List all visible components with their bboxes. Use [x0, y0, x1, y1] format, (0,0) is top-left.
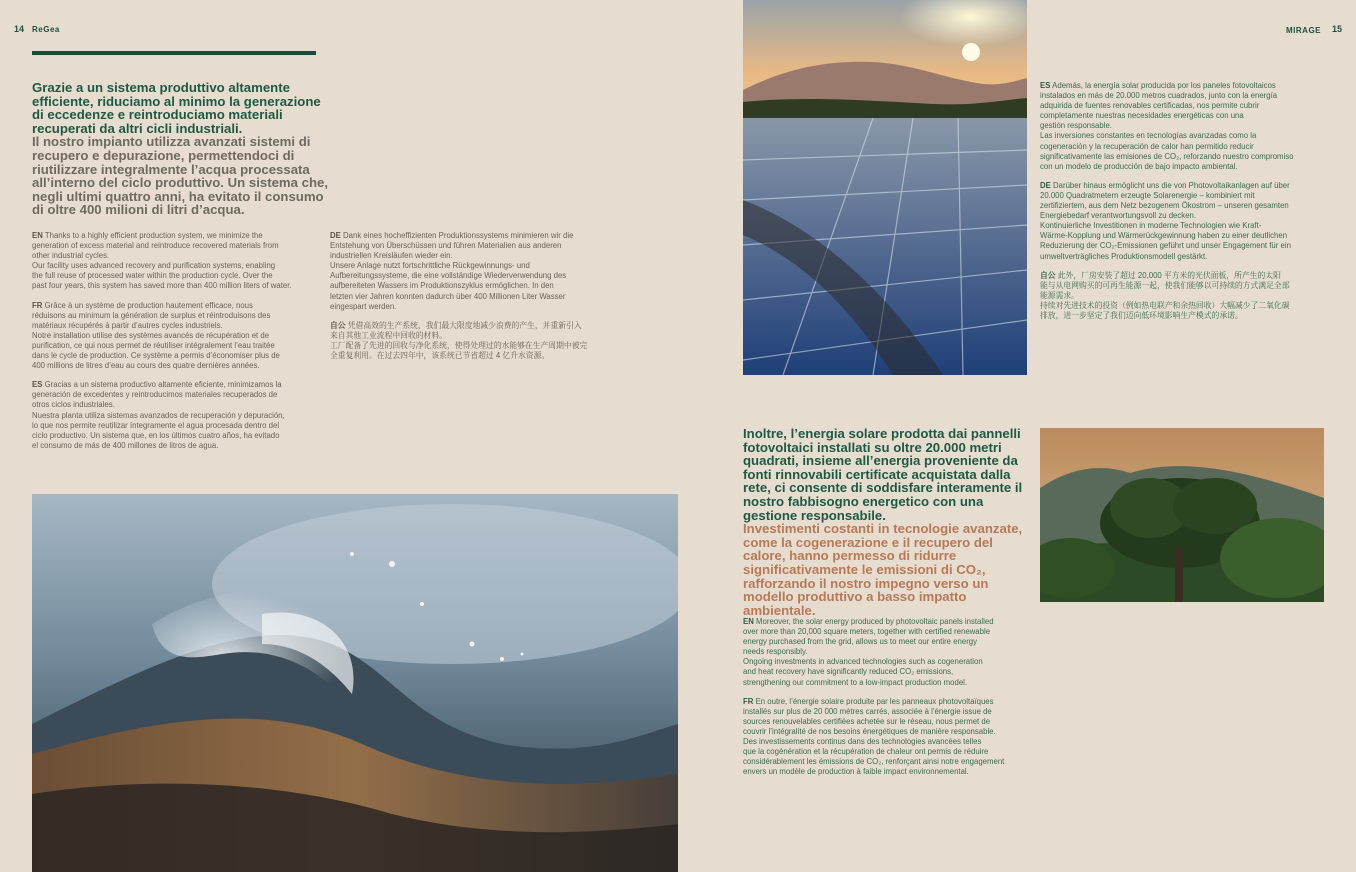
- text-line: Dank eines hocheffizienten Produktionssystems minimieren wir die: [343, 231, 574, 240]
- text-line: otros ciclos industriales.: [32, 400, 115, 410]
- text-line: 来自其他工业流程中回收的材料。: [330, 330, 447, 340]
- right-headline: Inoltre, l’energia solare prodotta dai pannelli fotovoltaici installati su oltre 20.000 metri quadrati, insieme all’energia proveniente da fonti rinnovabili certificate acquistata dalla rete, ci consente di soddisfare interamente il nostro fabbisogno energetico con una gestione responsabile.: [743, 426, 1023, 523]
- text-line: eingespart werden.: [330, 301, 397, 311]
- brand-logo-left: ReGea: [32, 25, 60, 34]
- left-headline: Grazie a un sistema produttivo altamente efficiente, riduciamo al minimo la generazione di eccedenze e reintroduciamo materiali recuperati da altri cicli industriali.: [32, 80, 321, 136]
- language-code: 自公: [330, 320, 346, 330]
- text-line: generación de excedentes y reintroducimos materiales recuperados de: [32, 390, 278, 400]
- language-code: FR: [32, 300, 43, 310]
- language-code: EN: [743, 617, 754, 626]
- left-subheadline: Il nostro impianto utilizza avanzati sistemi di recupero e depurazione, permettendoci di riutilizzare integralmente l’acqua processata all’interno del ciclo produttivo. Un sistema che, negli ultimi quattro anni, ha evitato il consumo di oltre 400 milioni di litri d’acqua.: [32, 134, 329, 218]
- text-line: 能源需求。: [1040, 290, 1079, 300]
- text-line: réduisons au minimum la génération de surplus et réintroduisons des: [32, 310, 271, 320]
- text-line: 20.000 Quadratmetern erzeugte Solarenergie – kombiniert mit: [1040, 190, 1255, 200]
- text-line: 此外，厂房安装了超过 20,000 平方米的光伏面板，所产生的太阳: [1057, 270, 1281, 280]
- text-line: other industrial cycles.: [32, 251, 110, 261]
- text-line: En outre, l’énergie solaire produite par les panneaux photovoltaïques: [755, 696, 994, 706]
- text-line: significativamente las emisiones de CO₂, reforzando nuestro compromiso: [1040, 151, 1294, 161]
- text-line: Reduzierung der CO₂-Emissionen geführt und unser Engagement für ein: [1040, 241, 1291, 251]
- text-line: considérablement les émissions de CO₂, renforçant ainsi notre engagement: [743, 757, 1005, 767]
- text-line: lo que nos permite reutilizar íntegramente el agua procesada dentro del: [32, 420, 280, 430]
- text-line: 能与从电网购买的可再生能源一起，使我们能够以可持续的方式满足全部: [1040, 280, 1290, 290]
- title-rule: [32, 51, 316, 55]
- text-line: gestión responsable.: [1040, 121, 1112, 131]
- right-body-col: [1040, 81, 1330, 330]
- solar-field-image: [743, 0, 1027, 375]
- text-line: and heat recovery have significantly reduced CO₂ emissions,: [743, 667, 954, 677]
- text-line: Las inversiones constantes en tecnologías avanzadas como la: [1040, 131, 1257, 141]
- text-line: Entstehung von Überschüssen und führen Materialien aus anderen: [330, 241, 562, 251]
- text-line: aufbereiteten Wassers im Produktionszyklus ermöglichen. In den: [330, 281, 554, 291]
- text-line: purification, ce qui nous permet de réutiliser intégralement l’eau traitée: [32, 340, 275, 350]
- text-line: over more than 20,000 square meters, together with certified renewable: [743, 627, 991, 637]
- text-line: the full reuse of processed water within the production cycle. Over the: [32, 271, 273, 281]
- text-line: 工厂配备了先进的回收与净化系统，使得处理过的水能够在生产周期中被完: [330, 340, 588, 350]
- text-line: 排放，进一步坚定了我们迈向低环境影响生产模式的承诺。: [1040, 310, 1243, 320]
- right-headline-block: [743, 427, 1035, 617]
- page-number-left: 14: [14, 24, 25, 34]
- text-line: Kontinuierliche Investitionen in moderne Technologien wie Kraft-: [1040, 221, 1262, 231]
- text-line: con un modelo de producción de bajo impacto ambiental.: [1040, 161, 1238, 171]
- text-line: Our facility uses advanced recovery and purification systems, enabling: [32, 261, 276, 271]
- text-line: past four years, this system has saved more than 400 million liters of water.: [32, 281, 292, 291]
- text-line: 全重复利用。在过去四年中，该系统已节省超过 4 亿升水资源。: [330, 351, 550, 361]
- paragraph-fr: [32, 301, 322, 372]
- text-line: installés sur plus de 20 000 mètres carrés, associée à l’énergie issue de: [743, 706, 992, 716]
- text-line: Des investissements continus dans des technologies avancées telles: [743, 737, 982, 747]
- brand-logo-right: MIRAGE: [1286, 26, 1321, 35]
- water-wave-image: [32, 494, 678, 872]
- text-line: Moreover, the solar energy produced by photovoltaic panels installed: [756, 617, 994, 626]
- text-line: completamente nuestras necesidades energéticas con una: [1040, 111, 1244, 121]
- paragraph-es: [32, 380, 322, 451]
- text-line: Grâce à un système de production hautement efficace, nous: [44, 300, 253, 310]
- language-code: 自公: [1040, 270, 1056, 280]
- paragraph-en: [32, 231, 322, 292]
- text-line: umweltverträgliches Produktionsmodell gestärkt.: [1040, 251, 1208, 261]
- text-line: envers un modèle de production à faible impact environnemental.: [743, 767, 969, 777]
- text-line: instalados en más de 20.000 metros cuadrados, junto con la energía: [1040, 91, 1278, 101]
- language-code: ES: [32, 380, 43, 390]
- text-line: Ongoing investments in advanced technologies such as cogeneration: [743, 657, 983, 667]
- text-line: que la cogénération et la récupération de chaleur ont permis de réduire: [743, 747, 989, 757]
- text-line: Además, la energía solar producida por los paneles fotovoltaicos: [1052, 81, 1276, 90]
- text-line: Energiebedarf verantwortungsvoll zu decken.: [1040, 211, 1197, 221]
- text-line: energy purchased from the grid, allows us to meet our entire energy: [743, 637, 978, 647]
- text-line: matériaux récupérés à partir d’autres cycles industriels.: [32, 320, 223, 330]
- language-code: EN: [32, 231, 43, 240]
- text-line: Aufbereitungssysteme, die eine vollständige Wiederverwendung des: [330, 271, 567, 281]
- text-line: sources renouvelables certifiées achetée sur le réseau, nous permet de: [743, 716, 991, 726]
- text-line: Gracias a un sistema productivo altamente eficiente, minimizamos la: [44, 380, 282, 390]
- page-number-right: 15: [1332, 24, 1343, 34]
- text-line: Notre installation utilise des systèmes avancés de récupération et de: [32, 330, 270, 340]
- text-line: couvrir l’intégralité de nos besoins énergétiques de manière responsable.: [743, 726, 996, 736]
- left-body-col2: [330, 231, 620, 370]
- text-line: Nuestra planta utiliza sistemas avanzados de recuperación y depuración,: [32, 410, 285, 420]
- left-headline-block: [32, 81, 332, 217]
- text-line: needs responsibly.: [743, 647, 808, 657]
- text-line: industriellen Kreisläufen wieder ein.: [330, 251, 453, 261]
- text-line: letzten vier Jahren konnten dadurch über 400 Millionen Liter Wasser: [330, 291, 566, 301]
- language-code: DE: [1040, 180, 1051, 190]
- text-line: generation of excess material and reintroduce recovered materials from: [32, 241, 279, 251]
- text-line: 凭借高效的生产系统，我们最大限度地减少浪费的产生，并重新引入: [347, 320, 582, 330]
- text-line: cogeneración y la recuperación de calor han permitido reducir: [1040, 141, 1254, 151]
- text-line: Darüber hinaus ermöglicht uns die von Photovoltaikanlagen auf über: [1053, 180, 1290, 190]
- text-line: zertifiziertem, aus dem Netz bezogenem Ökostrom – unseren gesamten: [1040, 201, 1289, 211]
- text-line: adquirida de fuentes renovables certificadas, nos permite cubrir: [1040, 101, 1260, 111]
- language-code: ES: [1040, 81, 1051, 90]
- right-subheadline: Investimenti costanti in tecnologie avanzate, come la cogenerazione e il recupero del calore, hanno permesso di ridurre significativamente le emissioni di CO₂, rafforzando il nostro impegno verso un modello produttivo a basso impatto ambientale.: [743, 521, 1023, 618]
- paragraph-de: [1040, 181, 1330, 262]
- right-mid-body: [743, 617, 1035, 786]
- paragraph-fr: [743, 697, 1035, 778]
- tree-landscape-image: [1040, 428, 1324, 602]
- paragraph-en: [743, 617, 1035, 688]
- paragraph-自公: [1040, 271, 1330, 321]
- text-line: 400 millions de litres d’eau au cours des quatre dernières années.: [32, 361, 260, 371]
- left-body-col1: [32, 231, 322, 460]
- paragraph-es: [1040, 81, 1330, 172]
- text-line: Wärme-Kopplung und Wärmerückgewinnung haben zu einer deutlichen: [1040, 231, 1288, 241]
- text-line: dans le cycle de production. Ce système a permis d’économiser plus de: [32, 351, 280, 361]
- language-code: FR: [743, 696, 754, 706]
- text-line: ciclo productivo. Un sistema que, en los últimos cuatro años, ha evitado: [32, 430, 280, 440]
- language-code: DE: [330, 231, 341, 240]
- text-line: Thanks to a highly efficient production system, we minimize the: [44, 231, 263, 240]
- text-line: strengthening our commitment to a low-impact production model.: [743, 677, 968, 687]
- paragraph-自公: [330, 321, 620, 361]
- paragraph-de: [330, 231, 620, 312]
- text-line: 持续对先进技术的投资（例如热电联产和余热回收）大幅减少了二氧化碳: [1040, 300, 1290, 310]
- text-line: Unsere Anlage nutzt fortschrittliche Rückgewinnungs- und: [330, 261, 530, 271]
- text-line: el consumo de más de 400 millones de litros de agua.: [32, 440, 219, 450]
